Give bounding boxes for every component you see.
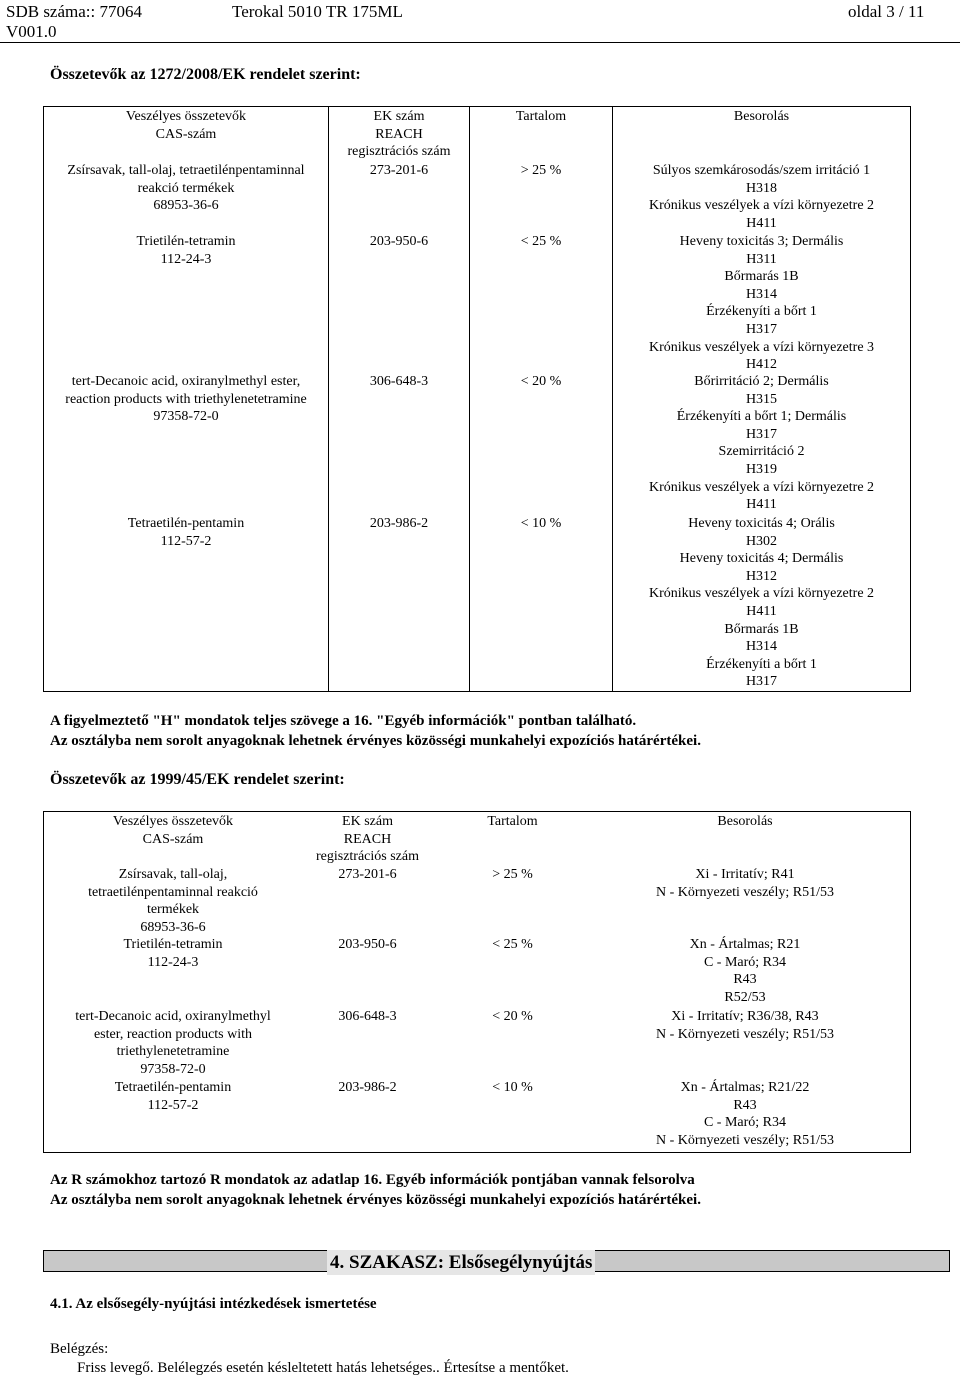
cell-line: ester, reaction products with xyxy=(93,1026,253,1042)
cell-line: N - Környezeti veszély; R51/53 xyxy=(655,1026,835,1042)
row-3-ec: 306-648-3 xyxy=(338,1009,397,1024)
inhalation-text: Friss levegő. Belélegzés esetén késleltetett hatás lehetséges.. Értesítse a mentőket. xyxy=(77,1360,569,1376)
row-3-content: < 20 % xyxy=(492,1009,533,1024)
cell-line: 68953-36-6 xyxy=(153,198,219,214)
cell-line: Xn - Ártalmas; R21 xyxy=(689,937,801,952)
cell-line: C - Maró; R34 xyxy=(703,954,787,970)
cell-line: Xi - Irritatív; R36/38, R43 xyxy=(671,1009,819,1024)
section-1999-title: Összetevők az 1999/45/EK rendelet szerint: xyxy=(50,771,345,788)
cell-line: 97358-72-0 xyxy=(140,1061,206,1077)
ec-column xyxy=(328,107,469,691)
version: V001.0 xyxy=(6,22,57,41)
cell-line: Veszélyes összetevők xyxy=(112,814,234,829)
row-1-classification xyxy=(580,866,910,901)
header-ec-number xyxy=(329,108,469,161)
page-header xyxy=(0,0,960,44)
row-1-content: > 25 % xyxy=(520,163,562,178)
ec-column xyxy=(290,812,445,1152)
content-column xyxy=(469,107,612,691)
cell-line: H411 xyxy=(746,497,777,513)
cell-line: 112-24-3 xyxy=(147,954,199,970)
header-divider xyxy=(0,42,960,43)
composition-table-1272 xyxy=(43,106,911,692)
cell-line: Heveny toxicitás 3; Dermális xyxy=(679,234,844,249)
product-name: Terokal 5010 TR 175ML xyxy=(232,2,403,21)
content-column xyxy=(445,812,580,1152)
row-3-component xyxy=(44,373,328,426)
cell-line: Érzékenyíti a bőrt 1; Dermális xyxy=(676,409,847,425)
cell-line: H315 xyxy=(745,391,778,407)
cell-line: H302 xyxy=(745,533,778,549)
cell-line: Xi - Irritatív; R41 xyxy=(695,867,795,882)
header-component xyxy=(44,108,328,143)
cell-line: C - Maró; R34 xyxy=(703,1115,787,1131)
cell-line: H314 xyxy=(745,639,778,655)
row-2-content: < 25 % xyxy=(520,234,562,249)
cell-line: tert-Decanoic acid, oxiranylmethyl xyxy=(75,1009,271,1024)
cell-line: H319 xyxy=(745,461,778,477)
row-4-classification xyxy=(613,515,910,691)
cell-line: tetraetilénpentaminnal reakció xyxy=(88,884,258,900)
cell-line: Trietilén-tetramin xyxy=(123,937,223,952)
row-1-component xyxy=(56,866,290,936)
cell-line: Xn - Ártalmas; R21/22 xyxy=(680,1080,810,1095)
cell-line: H318 xyxy=(745,180,778,196)
cell-line: Szemirritáció 2 xyxy=(718,444,805,460)
first-aid-subtitle: 4.1. Az elsősegély-nyújtási intézkedések ismertetése xyxy=(50,1296,377,1312)
cell-line: Heveny toxicitás 4; Orális xyxy=(688,516,835,531)
cell-line: Súlyos szemkárosodás/szem irritáció 1 xyxy=(652,163,871,178)
cell-line: triethylenetetramine xyxy=(116,1044,230,1060)
cell-line: H312 xyxy=(745,568,778,584)
row-2-ec: 203-950-6 xyxy=(369,234,429,249)
row-3-classification xyxy=(580,1008,910,1043)
header-component xyxy=(56,813,290,848)
cell-line: N - Környezeti veszély; R51/53 xyxy=(655,884,835,900)
cell-line: 112-24-3 xyxy=(160,251,212,267)
component-column xyxy=(56,812,290,1152)
cell-line: H412 xyxy=(745,357,778,373)
cell-line: Érzékenyíti a bőrt 1 xyxy=(706,656,817,672)
cell-line: Tetraetilén-pentamin xyxy=(127,516,245,531)
cell-line: H311 xyxy=(746,251,777,267)
row-2-content: < 25 % xyxy=(492,937,533,952)
cell-line: Zsírsavak, tall-olaj, tetraetilénpentaminnal xyxy=(67,163,305,178)
cell-line: 112-57-2 xyxy=(147,1097,199,1113)
component-column xyxy=(44,107,328,691)
row-4-component xyxy=(44,515,328,550)
row-4-component xyxy=(56,1079,290,1114)
cell-line: N - Környezeti veszély; R51/53 xyxy=(655,1132,835,1148)
cell-line: H314 xyxy=(745,286,778,302)
exposure-limits-note: Az osztályba nem sorolt anyagoknak lehetnek érvényes közösségi munkahelyi expozíciós határértékei. xyxy=(50,733,701,749)
cell-line: R43 xyxy=(733,1097,757,1113)
cell-line: H317 xyxy=(745,426,778,442)
row-3-component xyxy=(56,1008,290,1078)
cell-line: Zsírsavak, tall-olaj, xyxy=(118,867,228,882)
row-1-content: > 25 % xyxy=(492,867,533,882)
cell-line: regisztrációs szám xyxy=(315,849,419,865)
row-1-ec: 273-201-6 xyxy=(369,163,429,178)
cell-line: REACH xyxy=(375,126,423,142)
row-1-component xyxy=(44,162,328,215)
cell-line: reaction products with triethylenetetramine xyxy=(65,391,307,407)
cell-line: 97358-72-0 xyxy=(153,409,219,425)
header-content: Tartalom xyxy=(515,109,567,124)
sdb-number: SDB száma:: 77064 xyxy=(6,2,142,21)
cell-line: H317 xyxy=(745,674,778,690)
header-ec-number xyxy=(290,813,445,866)
cell-line: EK szám xyxy=(373,109,425,124)
cell-line: Krónikus veszélyek a vízi környezetre 2 xyxy=(648,198,875,214)
inhalation-label: Belégzés: xyxy=(50,1341,109,1357)
h-statements-note: A figyelmeztető "H" mondatok teljes szövege a 16. "Egyéb információk" pontban található. xyxy=(50,713,637,729)
cell-line: Érzékenyíti a bőrt 1 xyxy=(706,304,817,320)
cell-line: CAS-szám xyxy=(142,831,204,847)
cell-line: REACH xyxy=(343,831,392,847)
section-4-title: 4. SZAKASZ: Elsősegélynyújtás xyxy=(327,1250,595,1275)
row-4-ec: 203-986-2 xyxy=(338,1080,397,1095)
row-4-content: < 10 % xyxy=(492,1080,533,1095)
cell-line: Krónikus veszélyek a vízi környezetre 2 xyxy=(648,479,875,495)
cell-line: Trietilén-tetramin xyxy=(136,234,236,249)
row-1-classification xyxy=(613,162,910,232)
header-content: Tartalom xyxy=(487,814,538,829)
r-phrases-note: Az R számokhoz tartozó R mondatok az adatlap 16. Egyéb információk pontjában vannak felsorolva xyxy=(50,1172,695,1188)
cell-line: 68953-36-6 xyxy=(140,919,206,935)
classification-column xyxy=(580,812,910,1152)
cell-line: H411 xyxy=(746,603,777,619)
cell-line: Bőrmarás 1B xyxy=(724,269,799,285)
row-1-ec: 273-201-6 xyxy=(338,867,397,882)
cell-line: regisztrációs szám xyxy=(347,144,451,160)
cell-line: Veszélyes összetevők xyxy=(125,109,247,124)
row-2-classification xyxy=(580,936,910,1006)
cell-line: R43 xyxy=(733,972,757,988)
row-2-component xyxy=(56,936,290,971)
cell-line: Bőrmarás 1B xyxy=(724,621,799,637)
row-3-ec: 306-648-3 xyxy=(369,374,429,389)
header-classification: Besorolás xyxy=(717,814,773,829)
row-2-component xyxy=(44,233,328,268)
row-3-classification xyxy=(613,373,910,514)
cell-line: H317 xyxy=(745,321,778,337)
page-number: oldal 3 / 11 xyxy=(848,2,925,21)
cell-line: tert-Decanoic acid, oxiranylmethyl ester, xyxy=(71,374,301,389)
cell-line: 112-57-2 xyxy=(160,533,212,549)
row-3-content: < 20 % xyxy=(520,374,562,389)
cell-line: Tetraetilén-pentamin xyxy=(114,1080,232,1095)
section-1272-title: Összetevők az 1272/2008/EK rendelet szerint: xyxy=(50,66,361,83)
cell-line: R52/53 xyxy=(724,989,766,1005)
cell-line: H411 xyxy=(746,215,777,231)
cell-line: Heveny toxicitás 4; Dermális xyxy=(679,551,844,567)
row-2-classification xyxy=(613,233,910,374)
classification-column xyxy=(612,107,910,691)
cell-line: CAS-szám xyxy=(155,126,217,142)
row-4-ec: 203-986-2 xyxy=(369,516,429,531)
composition-table-1999 xyxy=(43,811,911,1153)
cell-line: Krónikus veszélyek a vízi környezetre 3 xyxy=(648,339,875,355)
cell-line: termékek xyxy=(146,902,200,918)
cell-line: Bőrirritáció 2; Dermális xyxy=(694,374,829,389)
header-classification: Besorolás xyxy=(733,109,790,124)
row-2-ec: 203-950-6 xyxy=(338,937,397,952)
row-4-classification xyxy=(580,1079,910,1149)
exposure-limits-note-2: Az osztályba nem sorolt anyagoknak lehetnek érvényes közösségi munkahelyi expozíciós határértékei. xyxy=(50,1192,701,1208)
row-4-content: < 10 % xyxy=(520,516,562,531)
cell-line: Krónikus veszélyek a vízi környezetre 2 xyxy=(648,586,875,602)
cell-line: reakció termékek xyxy=(137,180,235,196)
cell-line: EK szám xyxy=(342,814,393,829)
